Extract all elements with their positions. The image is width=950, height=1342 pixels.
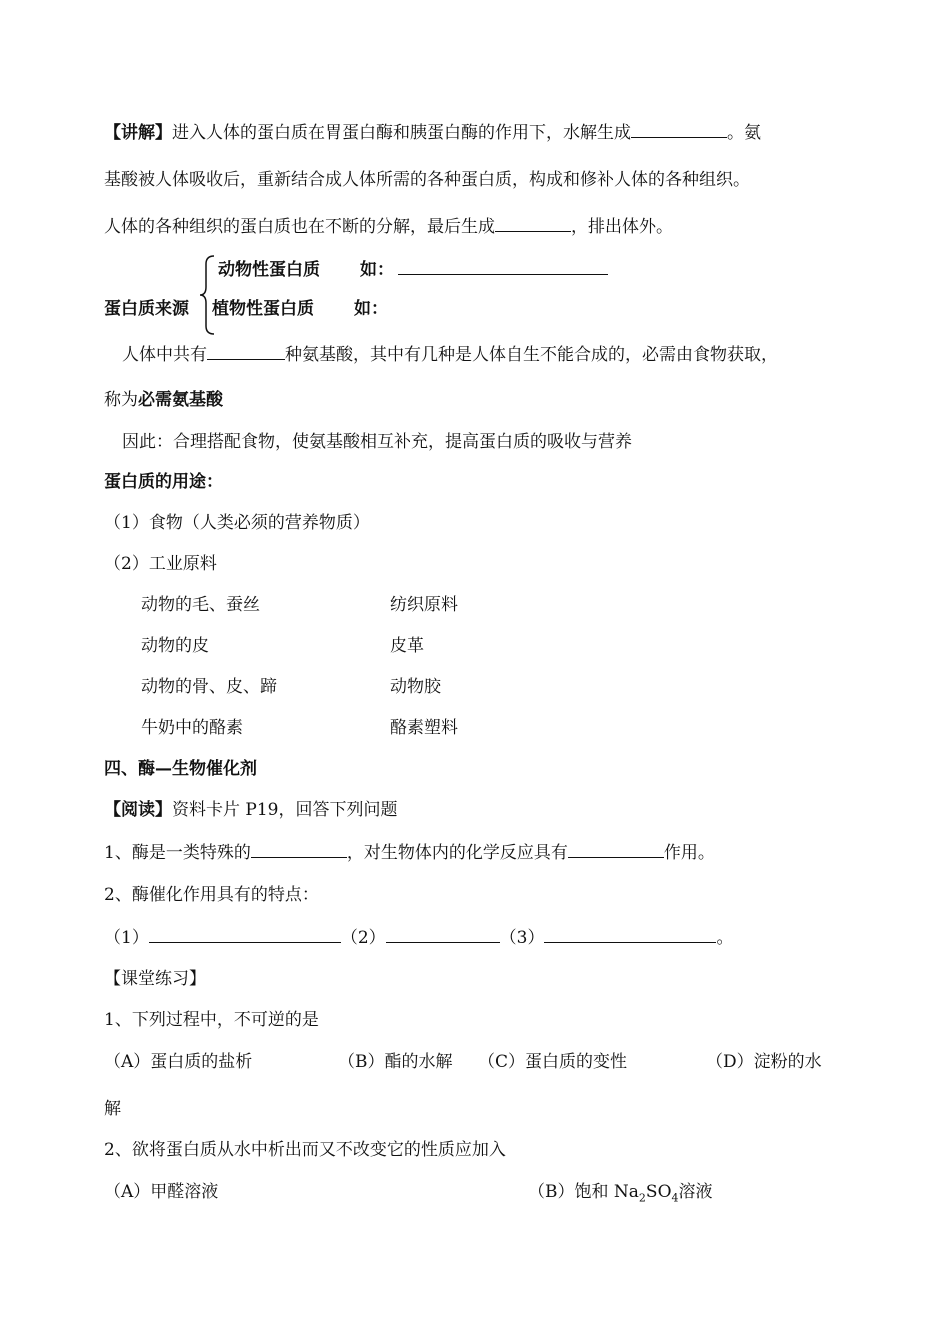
uses-row-left: 动物的骨、皮、蹄: [141, 677, 277, 697]
enzyme-q2: 2、酶催化作用具有的特点：: [104, 885, 319, 905]
blank-feature-1[interactable]: [149, 926, 341, 943]
uses-row-right: 纺织原料: [390, 595, 458, 615]
q1-option-b[interactable]: （B）酯的水解: [338, 1052, 453, 1072]
q2b-mid: SO: [645, 1182, 672, 1202]
explain-line-3: [104, 215, 673, 238]
explain-text-1a: 进入人体的蛋白质在胃蛋白酶和胰蛋白酶的作用下，水解生成: [172, 123, 631, 143]
amino-line-1: [122, 343, 778, 366]
source-animal: [218, 258, 608, 281]
enzyme-q1-text-a: 1、酶是一类特殊的: [104, 843, 251, 863]
source-label: 蛋白质来源: [104, 299, 189, 319]
read-tag: 【阅读】: [104, 800, 172, 820]
uses-row-right: 酪素塑料: [390, 718, 458, 738]
q2-option-b[interactable]: [528, 1181, 713, 1203]
brace-icon: [198, 254, 218, 336]
enzyme-title: 四、酶—生物催化剂: [104, 759, 257, 779]
feature-2-label: （2）: [340, 928, 386, 948]
read-text: 资料卡片 P19，回答下列问题: [172, 800, 398, 820]
blank-final-product[interactable]: [495, 215, 571, 232]
q2-option-a[interactable]: （A）甲醛溶液: [104, 1182, 219, 1202]
blank-amino-count[interactable]: [207, 343, 285, 360]
enzyme-q1: [104, 841, 715, 864]
source-animal-label: 动物性蛋白质: [218, 260, 320, 280]
blank-feature-3[interactable]: [544, 926, 716, 943]
amino-line-2: [104, 389, 223, 411]
uses-item-1: （1）食物（人类必须的营养物质）: [104, 513, 370, 533]
explain-line-1: [104, 121, 761, 144]
source-animal-eg: 如：: [360, 260, 394, 280]
explain-tag: 【讲解】: [104, 123, 172, 143]
source-plant-label: 植物性蛋白质: [212, 299, 314, 319]
amino-text-1a: 人体中共有: [122, 345, 207, 365]
blank-hydrolysis-product[interactable]: [631, 121, 727, 138]
source-plant-eg: 如：: [354, 299, 388, 319]
q2b-post: 溶液: [678, 1182, 713, 1202]
enzyme-q1-text-b: ，对生物体内的化学反应具有: [346, 843, 568, 863]
amino-line-3: 因此：合理搭配食物，使氨基酸相互补充，提高蛋白质的吸收与营养: [122, 432, 632, 452]
blank-enzyme-effect[interactable]: [568, 841, 664, 858]
amino-text-2a: 称为: [104, 390, 138, 410]
uses-title: 蛋白质的用途：: [104, 472, 223, 492]
q2b-pre: （B）饱和 Na: [528, 1182, 639, 1202]
feature-3-label: （3）: [499, 928, 545, 948]
explain-text-1b: 。氨: [727, 123, 761, 143]
essential-amino-acid: 必需氨基酸: [138, 390, 223, 410]
amino-text-1b: 种氨基酸，其中有几种是人体自生不能合成的，必需由食物获取，: [285, 345, 778, 365]
feature-1-label: （1）: [104, 928, 149, 948]
uses-row-left: 动物的毛、蚕丝: [141, 595, 260, 615]
q1-option-c[interactable]: （C）蛋白质的变性: [478, 1052, 628, 1072]
uses-row-right: 皮革: [390, 636, 424, 656]
explain-text-3b: ，排出体外。: [571, 217, 673, 237]
explain-text-3a: 人体的各种组织的蛋白质也在不断的分解，最后生成: [104, 217, 495, 237]
q1-option-d[interactable]: （D）淀粉的水: [706, 1052, 822, 1072]
enzyme-features: [104, 926, 733, 949]
q2b-sub1: 2: [638, 1191, 646, 1205]
q1-option-a[interactable]: （A）蛋白质的盐析: [104, 1052, 253, 1072]
q1-option-d-cont: 解: [104, 1099, 121, 1119]
read-line: [104, 799, 397, 821]
blank-feature-2[interactable]: [386, 926, 500, 943]
enzyme-q1-text-c: 作用。: [663, 843, 715, 863]
explain-line-2: 基酸被人体吸收后，重新结合成人体所需的各种蛋白质，构成和修补人体的各种组织。: [104, 170, 750, 190]
uses-row-left: 动物的皮: [141, 636, 209, 656]
practice-q1: 1、下列过程中，不可逆的是: [104, 1010, 319, 1030]
blank-enzyme-type[interactable]: [251, 841, 347, 858]
practice-q2: 2、欲将蛋白质从水中析出而又不改变它的性质应加入: [104, 1140, 506, 1160]
uses-item-2: （2）工业原料: [104, 554, 217, 574]
blank-animal-protein-example[interactable]: [398, 258, 608, 275]
uses-row-left: 牛奶中的酪素: [141, 718, 243, 738]
source-plant: [212, 298, 388, 320]
uses-row-right: 动物胶: [390, 677, 441, 697]
q2b-sub2: 4: [671, 1191, 679, 1205]
feature-end: 。: [716, 928, 734, 948]
practice-title: 【课堂练习】: [104, 969, 206, 989]
